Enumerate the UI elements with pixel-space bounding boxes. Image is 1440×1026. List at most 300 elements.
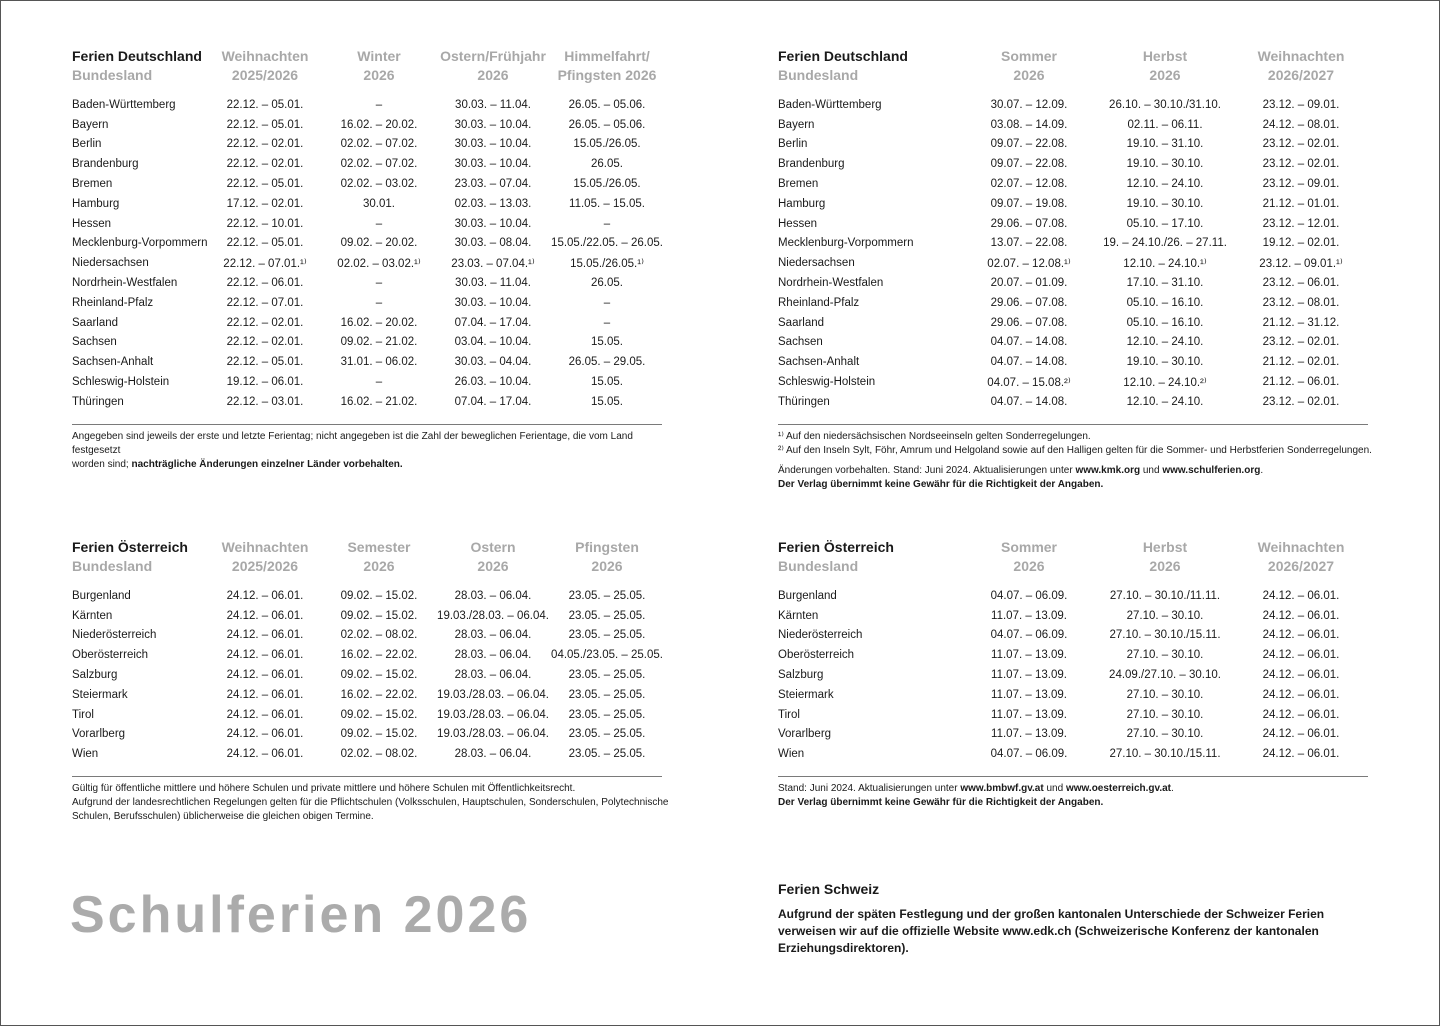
date-cell: 05.10. – 16.10. — [1126, 296, 1204, 309]
date-cell: 27.10. – 30.10. — [1126, 649, 1204, 662]
region-name: Oberösterreich — [778, 649, 855, 662]
holiday-table — [72, 538, 664, 764]
date-cell: 26.10. – 30.10./31.10. — [1109, 98, 1221, 111]
date-cell: 19.12. – 06.01. — [226, 376, 304, 389]
table-row — [72, 665, 664, 685]
table-row — [778, 273, 1369, 293]
region-name: Bremen — [778, 178, 819, 191]
date-cell: 23.12. – 09.01. — [1262, 178, 1340, 191]
holiday-table — [778, 47, 1369, 412]
date-cell: 12.10. – 24.10. — [1126, 395, 1204, 408]
table-row — [72, 234, 664, 254]
region-name: Kärnten — [778, 609, 819, 622]
table-title: Ferien Deutschland — [778, 48, 908, 64]
date-cell: 11.07. – 13.09. — [991, 708, 1067, 721]
divider — [72, 424, 662, 425]
date-cell: 30.03. – 10.04. — [454, 118, 532, 131]
region-name: Rheinland-Pfalz — [72, 296, 154, 309]
table-row — [778, 392, 1369, 412]
date-cell: 21.12. – 31.12. — [1262, 316, 1340, 329]
date-cell: 11.07. – 13.09. — [991, 688, 1067, 701]
disclaimer: Der Verlag übernimmt keine Gewähr für die Richtigkeit der Angaben. — [778, 797, 1104, 808]
table-row — [72, 174, 664, 194]
date-cell: 23.03. – 07.04. — [454, 178, 532, 191]
date-cell: 26.05. – 29.05. — [568, 356, 646, 369]
date-cell: 30.03. – 10.04. — [454, 217, 532, 230]
table-subtitle: Bundesland — [778, 558, 859, 574]
region-name: Thüringen — [72, 395, 124, 408]
date-cell: 09.02. – 21.02. — [340, 336, 418, 349]
date-cell: 19.12. – 02.01. — [1262, 237, 1340, 250]
date-cell: 27.10. – 30.10. — [1126, 609, 1204, 622]
date-cell: 23.05. – 25.05. — [568, 609, 646, 622]
date-cell: 02.02. – 03.02. — [340, 178, 418, 191]
schweiz-text: Aufgrund der späten Festlegung und der großen kantonalen Unterschiede der Schweizer Ferien verweisen wir auf die offizielle Website www.edk.ch (Schweizerische Konferenz der kantonalen Erziehungsdirektoren). — [778, 907, 1325, 955]
date-cell: 15.05./26.05.¹⁾ — [570, 258, 644, 271]
region-name: Hamburg — [778, 197, 826, 210]
table-row — [778, 333, 1369, 353]
region-name: Niederösterreich — [72, 629, 157, 642]
table-row — [778, 665, 1369, 685]
date-cell: 22.12. – 05.01. — [226, 98, 304, 111]
date-cell: 27.10. – 30.10. — [1126, 688, 1204, 701]
date-cell: 27.10. – 30.10./11.11. — [1109, 589, 1221, 602]
table-row — [778, 234, 1369, 254]
date-cell: 29.06. – 07.08. — [990, 296, 1068, 309]
date-cell: 07.04. – 17.04. — [454, 316, 532, 329]
table-title: Ferien Österreich — [72, 539, 188, 555]
table-row — [778, 135, 1369, 155]
table-row — [72, 313, 664, 333]
date-cell: 16.02. – 21.02. — [340, 395, 418, 408]
region-name: Baden-Württemberg — [72, 98, 176, 111]
date-cell: 04.07. – 06.09. — [990, 748, 1068, 761]
date-cell: 19.03./28.03. – 06.04. — [437, 688, 549, 701]
date-cell: 19.10. – 30.10. — [1126, 356, 1204, 369]
region-name: Bayern — [778, 118, 815, 131]
date-cell: 28.03. – 06.04. — [454, 589, 532, 602]
holiday-table — [778, 538, 1369, 764]
region-name: Steiermark — [778, 688, 834, 701]
date-cell: 02.11. – 06.11. — [1127, 118, 1203, 131]
table-row — [778, 372, 1369, 392]
date-cell: 19. – 24.10./26. – 27.11. — [1103, 237, 1227, 250]
date-cell: 02.07. – 12.08.¹⁾ — [987, 258, 1071, 271]
table-title: Ferien Österreich — [778, 539, 894, 555]
column-header: Weihnachten 2025/2026 — [221, 539, 309, 574]
table-row — [72, 606, 664, 626]
column-header: Herbst 2026 — [1142, 539, 1188, 574]
table-row — [778, 154, 1369, 174]
link-schulferien[interactable]: www.schulferien.org — [1162, 465, 1261, 476]
date-cell: 20.07. – 01.09. — [990, 277, 1068, 290]
column-header: Sommer 2026 — [1000, 539, 1058, 574]
region-name: Saarland — [778, 316, 825, 329]
region-name: Wien — [778, 748, 805, 761]
date-cell: 29.06. – 07.08. — [990, 316, 1068, 329]
region-name: Kärnten — [72, 609, 113, 622]
table-header-region — [778, 538, 961, 576]
date-cell: 22.12. – 02.01. — [226, 316, 304, 329]
column-header: Semester 2026 — [347, 539, 411, 574]
date-cell: 27.10. – 30.10./15.11. — [1109, 629, 1221, 642]
schweiz-title: Ferien Schweiz — [778, 881, 880, 897]
table-row — [778, 744, 1369, 764]
date-cell: 22.12. – 05.01. — [226, 178, 304, 191]
date-cell: 05.10. – 17.10. — [1126, 217, 1204, 230]
date-cell: 03.04. – 10.04. — [454, 336, 532, 349]
date-cell: 09.02. – 20.02. — [340, 237, 418, 250]
date-cell: 02.02. – 07.02. — [340, 138, 418, 151]
date-cell: 07.04. – 17.04. — [454, 395, 532, 408]
date-cell: 28.03. – 06.04. — [454, 669, 532, 682]
column-header: Weihnachten 2026/2027 — [1257, 48, 1345, 83]
date-cell: 23.12. – 02.01. — [1262, 395, 1340, 408]
date-cell: 26.05. – 05.06. — [568, 118, 646, 131]
table-oesterreich-winter-spring — [72, 538, 664, 764]
region-name: Schleswig-Holstein — [72, 376, 170, 389]
date-cell: – — [603, 296, 611, 309]
date-cell: 24.12. – 06.01. — [226, 589, 304, 602]
table-row — [72, 352, 664, 372]
column-header: Winter 2026 — [357, 48, 401, 83]
region-name: Berlin — [72, 138, 102, 151]
table-row — [778, 576, 1369, 606]
column-header: Herbst 2026 — [1142, 48, 1188, 83]
date-cell: 16.02. – 22.02. — [340, 649, 418, 662]
date-cell: 30.03. – 11.04. — [455, 98, 531, 111]
table-title: Ferien Deutschland — [72, 48, 202, 64]
date-cell: – — [603, 217, 611, 230]
date-cell: 24.12. – 06.01. — [226, 688, 304, 701]
date-cell: 09.07. – 22.08. — [990, 138, 1068, 151]
date-cell: 02.02. – 07.02. — [340, 158, 418, 171]
date-cell: 11.05. – 15.05. — [569, 197, 645, 210]
date-cell: 24.12. – 06.01. — [1262, 669, 1340, 682]
date-cell: 17.12. – 02.01. — [226, 197, 304, 210]
table-oesterreich-summer-autumn — [778, 538, 1369, 764]
date-cell: 28.03. – 06.04. — [454, 748, 532, 761]
table-row — [72, 725, 664, 745]
region-name: Sachsen-Anhalt — [72, 356, 154, 369]
date-cell: 22.12. – 02.01. — [226, 138, 304, 151]
footnote-oesterreich-2: Stand: Juni 2024. Aktualisierungen unter www.bmbwf.gv.at und www.oesterreich.gv.at. Der Verlag übernimmt keine Gewähr für die Richtigkeit der Angaben. — [778, 783, 1174, 808]
date-cell: 22.12. – 07.01.¹⁾ — [223, 258, 307, 271]
date-cell: 28.03. – 06.04. — [454, 649, 532, 662]
date-cell: 03.08. – 14.09. — [990, 118, 1068, 131]
column-header: Ostern/Frühjahr 2026 — [440, 48, 546, 83]
table-row — [72, 253, 664, 273]
date-cell: 24.12. – 06.01. — [1262, 629, 1340, 642]
date-cell: 23.05. – 25.05. — [568, 589, 646, 602]
date-cell: 12.10. – 24.10. — [1126, 178, 1204, 191]
date-cell: 21.12. – 06.01. — [1262, 376, 1340, 389]
column-header: Ostern 2026 — [470, 539, 516, 574]
date-cell: 16.02. – 22.02. — [340, 688, 418, 701]
date-cell: 12.10. – 24.10.¹⁾ — [1123, 258, 1207, 271]
date-cell: 23.12. – 09.01. — [1262, 98, 1340, 111]
footnote-deutschland-2: ¹⁾ Auf den niedersächsischen Nordseeinseln gelten Sonderregelungen. ²⁾ Auf den Inseln Sylt, Föhr, Amrum und Helgoland sowie auf den Halligen gelten für die Sommer- und Herbstferien Sonderregelungen. Änderungen vorbehalten. Stand: Juni 2024. Aktualisierungen unter www.kmk.org und www.schulferien.org. Der Verlag übernimmt keine Gewähr für die Richtigkeit der Angaben. — [778, 431, 1372, 490]
date-cell: 15.05. — [591, 395, 623, 408]
table-row — [778, 194, 1369, 214]
date-cell: 26.05. – 05.06. — [568, 98, 646, 111]
table-row — [72, 333, 664, 353]
date-cell: 24.12. – 06.01. — [1262, 589, 1340, 602]
date-cell: 19.03./28.03. – 06.04. — [437, 708, 549, 721]
column-header: Weihnachten 2025/2026 — [221, 48, 309, 83]
region-name: Burgenland — [778, 589, 837, 602]
table-row — [778, 85, 1369, 115]
date-cell: 23.12. – 06.01. — [1262, 277, 1340, 290]
date-cell: 24.12. – 06.01. — [226, 708, 304, 721]
date-cell: 13.07. – 22.08. — [990, 237, 1068, 250]
date-cell: 04.07. – 06.09. — [990, 589, 1068, 602]
date-cell: 24.12. – 06.01. — [1262, 688, 1340, 701]
region-name: Vorarlberg — [72, 728, 126, 741]
date-cell: – — [375, 376, 383, 389]
date-cell: 11.07. – 13.09. — [991, 669, 1067, 682]
table-row — [778, 293, 1369, 313]
table-row — [72, 115, 664, 135]
date-cell: 30.03. – 10.04. — [454, 296, 532, 309]
date-cell: 22.12. – 02.01. — [226, 158, 304, 171]
table-row — [778, 352, 1369, 372]
date-cell: 24.12. – 06.01. — [226, 649, 304, 662]
date-cell: 30.03. – 04.04. — [454, 356, 532, 369]
date-cell: 05.10. – 16.10. — [1126, 316, 1204, 329]
date-cell: 12.10. – 24.10.²⁾ — [1123, 377, 1207, 390]
date-cell: 23.12. – 12.01. — [1262, 217, 1340, 230]
date-cell: 23.12. – 02.01. — [1262, 336, 1340, 349]
date-cell: 02.02. – 08.02. — [340, 629, 418, 642]
date-cell: 22.12. – 03.01. — [226, 395, 304, 408]
region-name: Tirol — [72, 708, 94, 721]
date-cell: 23.12. – 02.01. — [1262, 138, 1340, 151]
table-row — [778, 606, 1369, 626]
region-name: Wien — [72, 748, 99, 761]
table-row — [778, 626, 1369, 646]
date-cell: 16.02. – 20.02. — [340, 316, 418, 329]
date-cell: 27.10. – 30.10. — [1126, 708, 1204, 721]
date-cell: 24.12. – 06.01. — [226, 609, 304, 622]
date-cell: 02.02. – 03.02.¹⁾ — [337, 258, 421, 271]
table-row — [72, 135, 664, 155]
date-cell: 09.07. – 22.08. — [990, 158, 1068, 171]
region-name: Bremen — [72, 178, 113, 191]
table-header-region — [72, 47, 208, 85]
column-header: Weihnachten 2026/2027 — [1257, 539, 1345, 574]
date-cell: 30.03. – 11.04. — [455, 277, 531, 290]
table-deutschland-winter-spring — [72, 47, 664, 412]
page-title: Schulferien 2026 — [70, 886, 532, 944]
date-cell: 24.12. – 06.01. — [1262, 708, 1340, 721]
region-name: Saarland — [72, 316, 119, 329]
table-row — [72, 744, 664, 764]
date-cell: 30.03. – 10.04. — [454, 158, 532, 171]
region-name: Niederösterreich — [778, 629, 863, 642]
date-cell: 09.02. – 15.02. — [340, 609, 418, 622]
date-cell: 09.07. – 19.08. — [990, 197, 1068, 210]
date-cell: 11.07. – 13.09. — [991, 649, 1067, 662]
date-cell: 19.03./28.03. – 06.04. — [437, 609, 549, 622]
region-name: Salzburg — [72, 669, 118, 682]
date-cell: 09.02. – 15.02. — [340, 669, 418, 682]
region-name: Sachsen — [72, 336, 117, 349]
region-name: Oberösterreich — [72, 649, 149, 662]
date-cell: – — [603, 316, 611, 329]
date-cell: 15.05./26.05. — [573, 178, 641, 191]
date-cell: 22.12. – 05.01. — [226, 118, 304, 131]
date-cell: 15.05./26.05. — [573, 138, 641, 151]
table-row — [778, 705, 1369, 725]
date-cell: 30.07. – 12.09. — [990, 98, 1068, 111]
region-name: Brandenburg — [72, 158, 139, 171]
date-cell: 04.07. – 14.08. — [990, 356, 1068, 369]
table-row — [72, 293, 664, 313]
date-cell: 22.12. – 05.01. — [226, 237, 304, 250]
disclaimer: Der Verlag übernimmt keine Gewähr für die Richtigkeit der Angaben. — [778, 479, 1104, 490]
link-bmbwf[interactable]: www.bmbwf.gv.at — [960, 783, 1044, 794]
table-row — [72, 626, 664, 646]
link-oesterreich[interactable]: www.oesterreich.gv.at — [1065, 783, 1171, 794]
date-cell: 31.01. – 06.02. — [340, 356, 418, 369]
date-cell: 22.12. – 05.01. — [226, 356, 304, 369]
date-cell: 16.02. – 20.02. — [340, 118, 418, 131]
table-row — [72, 645, 664, 665]
table-deutschland-summer-autumn — [778, 47, 1369, 412]
region-name: Niedersachsen — [778, 257, 855, 270]
region-name: Sachsen — [778, 336, 823, 349]
region-name: Nordrhein-Westfalen — [72, 277, 178, 290]
date-cell: 30.03. – 10.04. — [454, 138, 532, 151]
region-name: Mecklenburg-Vorpommern — [778, 237, 914, 250]
date-cell: 27.10. – 30.10. — [1126, 728, 1204, 741]
region-name: Burgenland — [72, 589, 131, 602]
date-cell: 04.07. – 14.08. — [990, 336, 1068, 349]
column-header: Pfingsten 2026 — [575, 539, 639, 574]
link-kmk[interactable]: www.kmk.org — [1075, 465, 1141, 476]
date-cell: 11.07. – 13.09. — [991, 609, 1067, 622]
date-cell: 28.03. – 06.04. — [454, 629, 532, 642]
date-cell: 23.05. – 25.05. — [568, 708, 646, 721]
date-cell: 11.07. – 13.09. — [991, 728, 1067, 741]
table-row — [778, 214, 1369, 234]
column-header: Himmelfahrt/ Pfingsten 2026 — [557, 48, 657, 83]
region-name: Nordrhein-Westfalen — [778, 277, 884, 290]
date-cell: – — [375, 296, 383, 309]
date-cell: 30.01. — [363, 197, 395, 210]
region-name: Mecklenburg-Vorpommern — [72, 237, 208, 250]
date-cell: 12.10. – 24.10. — [1126, 336, 1204, 349]
date-cell: 21.12. – 01.01. — [1262, 197, 1340, 210]
divider — [778, 424, 1368, 425]
date-cell: 26.05. — [591, 277, 623, 290]
date-cell: 09.02. – 15.02. — [340, 589, 418, 602]
table-header-region — [778, 47, 961, 85]
table-header-region — [72, 538, 208, 576]
table-row — [778, 313, 1369, 333]
date-cell: 26.05. — [591, 158, 623, 171]
date-cell: 23.05. – 25.05. — [568, 688, 646, 701]
table-row — [72, 214, 664, 234]
date-cell: 23.05. – 25.05. — [568, 669, 646, 682]
date-cell: 02.03. – 13.03. — [454, 197, 532, 210]
table-row — [778, 725, 1369, 745]
region-name: Steiermark — [72, 688, 128, 701]
region-name: Salzburg — [778, 669, 824, 682]
region-name: Baden-Württemberg — [778, 98, 882, 111]
footnote-deutschland-1: Angegeben sind jeweils der erste und letzte Ferientag; nicht angegeben ist die Zahl der beweglichen Ferientage, die vom Land festgesetzt worden sind; nachträgliche Änderungen einzelner Länder vorbehalten. — [72, 431, 633, 470]
date-cell: 27.10. – 30.10./15.11. — [1109, 748, 1221, 761]
date-cell: 24.12. – 06.01. — [226, 669, 304, 682]
table-row — [778, 645, 1369, 665]
date-cell: 26.03. – 10.04. — [454, 376, 532, 389]
date-cell: 09.02. – 15.02. — [340, 728, 418, 741]
date-cell: 23.03. – 07.04.¹⁾ — [451, 258, 535, 271]
holiday-table — [72, 47, 664, 412]
region-name: Tirol — [778, 708, 800, 721]
date-cell: 30.03. – 08.04. — [454, 237, 532, 250]
date-cell: 23.12. – 09.01.¹⁾ — [1259, 258, 1343, 271]
table-row — [72, 392, 664, 412]
table-row — [72, 576, 664, 606]
date-cell: 24.12. – 06.01. — [1262, 649, 1340, 662]
table-row — [72, 154, 664, 174]
table-row — [72, 273, 664, 293]
date-cell: 22.12. – 10.01. — [226, 217, 304, 230]
date-cell: 21.12. – 02.01. — [1262, 356, 1340, 369]
date-cell: 19.10. – 30.10. — [1126, 158, 1204, 171]
date-cell: 24.12. – 06.01. — [226, 629, 304, 642]
date-cell: 23.05. – 25.05. — [568, 629, 646, 642]
region-name: Schleswig-Holstein — [778, 376, 876, 389]
region-name: Niedersachsen — [72, 257, 149, 270]
table-row — [72, 685, 664, 705]
date-cell: 29.06. – 07.08. — [990, 217, 1068, 230]
table-row — [778, 685, 1369, 705]
date-cell: 24.12. – 06.01. — [1262, 609, 1340, 622]
date-cell: 19.10. – 31.10. — [1126, 138, 1204, 151]
date-cell: 02.02. – 08.02. — [340, 748, 418, 761]
date-cell: 04.05./23.05. – 25.05. — [551, 649, 663, 662]
date-cell: 17.10. – 31.10. — [1126, 277, 1204, 290]
date-cell: 24.09./27.10. – 30.10. — [1109, 669, 1221, 682]
date-cell: – — [375, 217, 383, 230]
date-cell: 23.05. – 25.05. — [568, 728, 646, 741]
date-cell: 04.07. – 14.08. — [990, 395, 1068, 408]
date-cell: 19.10. – 30.10. — [1126, 197, 1204, 210]
table-row — [72, 705, 664, 725]
region-name: Hamburg — [72, 197, 120, 210]
table-row — [72, 194, 664, 214]
date-cell: 23.05. – 25.05. — [568, 748, 646, 761]
date-cell: 15.05. — [591, 376, 623, 389]
table-row — [778, 174, 1369, 194]
date-cell: 09.02. – 15.02. — [340, 708, 418, 721]
table-row — [778, 115, 1369, 135]
date-cell: 15.05. — [591, 336, 623, 349]
date-cell: 24.12. – 06.01. — [226, 748, 304, 761]
date-cell: 22.12. – 06.01. — [226, 277, 304, 290]
date-cell: 22.12. – 07.01. — [226, 296, 304, 309]
divider — [778, 776, 1368, 777]
column-header: Sommer 2026 — [1000, 48, 1058, 83]
date-cell: – — [375, 98, 383, 111]
region-name: Hessen — [72, 217, 111, 230]
region-name: Sachsen-Anhalt — [778, 356, 860, 369]
date-cell: 04.07. – 06.09. — [990, 629, 1068, 642]
table-subtitle: Bundesland — [72, 558, 153, 574]
